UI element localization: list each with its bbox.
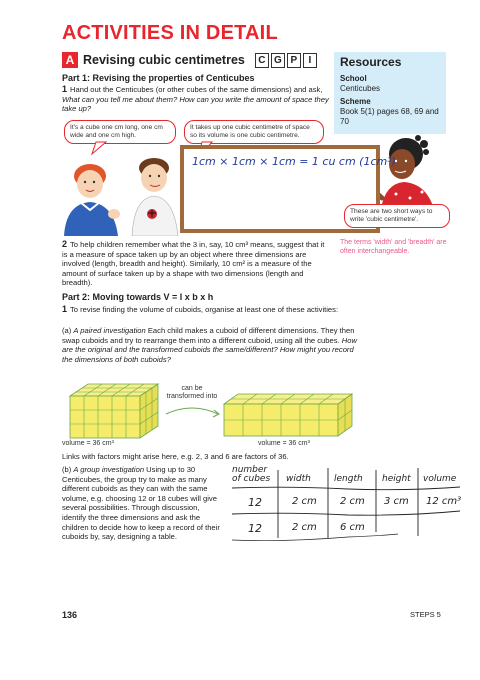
row1-cubes: 12 bbox=[248, 496, 262, 509]
activity-a-title: A paired investigation bbox=[73, 326, 146, 335]
speech-bubble-bottom: These are two short ways to write 'cubic centimetre'. bbox=[344, 204, 450, 228]
row2-length: 6 cm bbox=[340, 522, 365, 533]
row2-cubes: 12 bbox=[248, 522, 262, 535]
side-note: The terms 'width' and 'breadth' are often interchangeable. bbox=[340, 239, 447, 255]
section-letter: A bbox=[62, 52, 78, 68]
row2-width: 2 cm bbox=[292, 522, 317, 533]
scheme-label: Scheme bbox=[340, 97, 371, 106]
row1-height: 3 cm bbox=[384, 496, 409, 507]
part2-heading: Part 2: Moving towards V = l x b x h bbox=[62, 292, 214, 302]
part2-activity-b bbox=[62, 465, 224, 542]
header-number-of-cubes: number of cubes bbox=[232, 465, 271, 484]
activity-b-text: Using up to 30 Centicubes, the group try to make as many different cuboids as they can with the same volume, e.g. choosing 12 or 18 cubes will give several possibilities. Through discussion, identify the three dimensions and ask the children to decide how to keep a record of their cuboids by, say, designing a table. bbox=[62, 465, 220, 542]
transform-label: can be transformed into bbox=[166, 385, 218, 400]
classroom-illustration bbox=[62, 118, 454, 236]
activity-a-text: Each child makes a cuboid of different dimensions. They then swap cuboids and try to rearrange them into a different cuboid, using all the cubes. bbox=[62, 326, 355, 345]
transform-arrow bbox=[166, 408, 218, 414]
header-length: length bbox=[334, 474, 363, 484]
part1-item1-question: What can you tell me about them? How can you write the amount of space they take up? bbox=[62, 94, 329, 114]
board-equation: 1cm × 1cm × 1cm = 1 cu cm (1cm³) bbox=[192, 155, 396, 168]
header-width: width bbox=[286, 474, 311, 484]
part2-activity-a bbox=[62, 326, 362, 364]
part1-heading: Part 1: Revising the properties of Centicubes bbox=[62, 73, 255, 83]
cuboid-original bbox=[70, 384, 158, 438]
handwritten-record-table bbox=[228, 464, 464, 546]
part1-item2-number: 2 bbox=[62, 239, 68, 249]
header-volume: volume bbox=[423, 474, 457, 484]
part2-item1-number: 1 bbox=[62, 304, 68, 314]
volume-right-label: volume = 36 cm³ bbox=[258, 440, 310, 447]
resources-title: Resources bbox=[340, 55, 402, 69]
school-value: Centicubes bbox=[340, 84, 381, 93]
part2-item1-text: To revise finding the volume of cuboids, organise at least one of these activities: bbox=[70, 305, 339, 314]
header-height: height bbox=[382, 474, 411, 484]
page-title: ACTIVITIES IN DETAIL bbox=[62, 22, 278, 44]
speech-bubble-left: It's a cube one cm long, one cm wide and one cm high. bbox=[64, 120, 176, 144]
boy-red-hair-figure bbox=[64, 164, 120, 236]
part1-item1-text: Hand out the Centicubes (or other cubes of the same dimensions) and ask, bbox=[70, 85, 323, 94]
page-number: 136 bbox=[62, 610, 78, 620]
activity-a-question: How are the original and the transformed cuboids the same/different? How might you record the dimensions of both cuboids? bbox=[62, 335, 357, 364]
tag-c: C bbox=[255, 53, 269, 68]
activity-a-label: (a) bbox=[62, 326, 72, 335]
activity-b-label: (b) bbox=[62, 465, 72, 474]
boy-brown-hair-figure bbox=[132, 158, 178, 236]
section-header bbox=[62, 52, 319, 68]
school-label: School bbox=[340, 74, 367, 83]
scheme-value: Book 5(1) pages 68, 69 and 70 bbox=[340, 107, 439, 126]
cuboid-transformed bbox=[224, 394, 352, 436]
tag-i: I bbox=[303, 53, 317, 68]
part1-item2-text: To help children remember what the 3 in, say, 10 cm³ means, suggest that it is a measure of space taken up by an object where three dimensions are involved (length, breadth and height). Similarly, 10 cm² is a measure of the amount of surface taken up by a shape with two dimensions (length and breadth). bbox=[62, 240, 325, 288]
row1-length: 2 cm bbox=[340, 496, 365, 507]
part1-item1-number: 1 bbox=[62, 84, 68, 94]
part1-item1 bbox=[62, 85, 330, 114]
row1-width: 2 cm bbox=[292, 496, 317, 507]
tag-p: P bbox=[287, 53, 301, 68]
footer-label: STEPS 5 bbox=[410, 610, 441, 619]
part1-item2 bbox=[62, 240, 330, 288]
section-title: Revising cubic centimetres bbox=[83, 53, 245, 67]
row1-volume: 12 cm³ bbox=[426, 496, 462, 507]
tag-g: G bbox=[271, 53, 285, 68]
links-text: Links with factors might arise here, e.g. 2, 3 and 6 are factors of 36. bbox=[62, 452, 289, 461]
part2-item1 bbox=[62, 305, 362, 315]
volume-left-label: volume = 36 cm³ bbox=[62, 440, 114, 447]
speech-bubble-right: It takes up one cubic centimetre of space so its volume is one cubic centimetre. bbox=[184, 120, 324, 144]
activity-b-title: A group investigation bbox=[73, 465, 145, 474]
